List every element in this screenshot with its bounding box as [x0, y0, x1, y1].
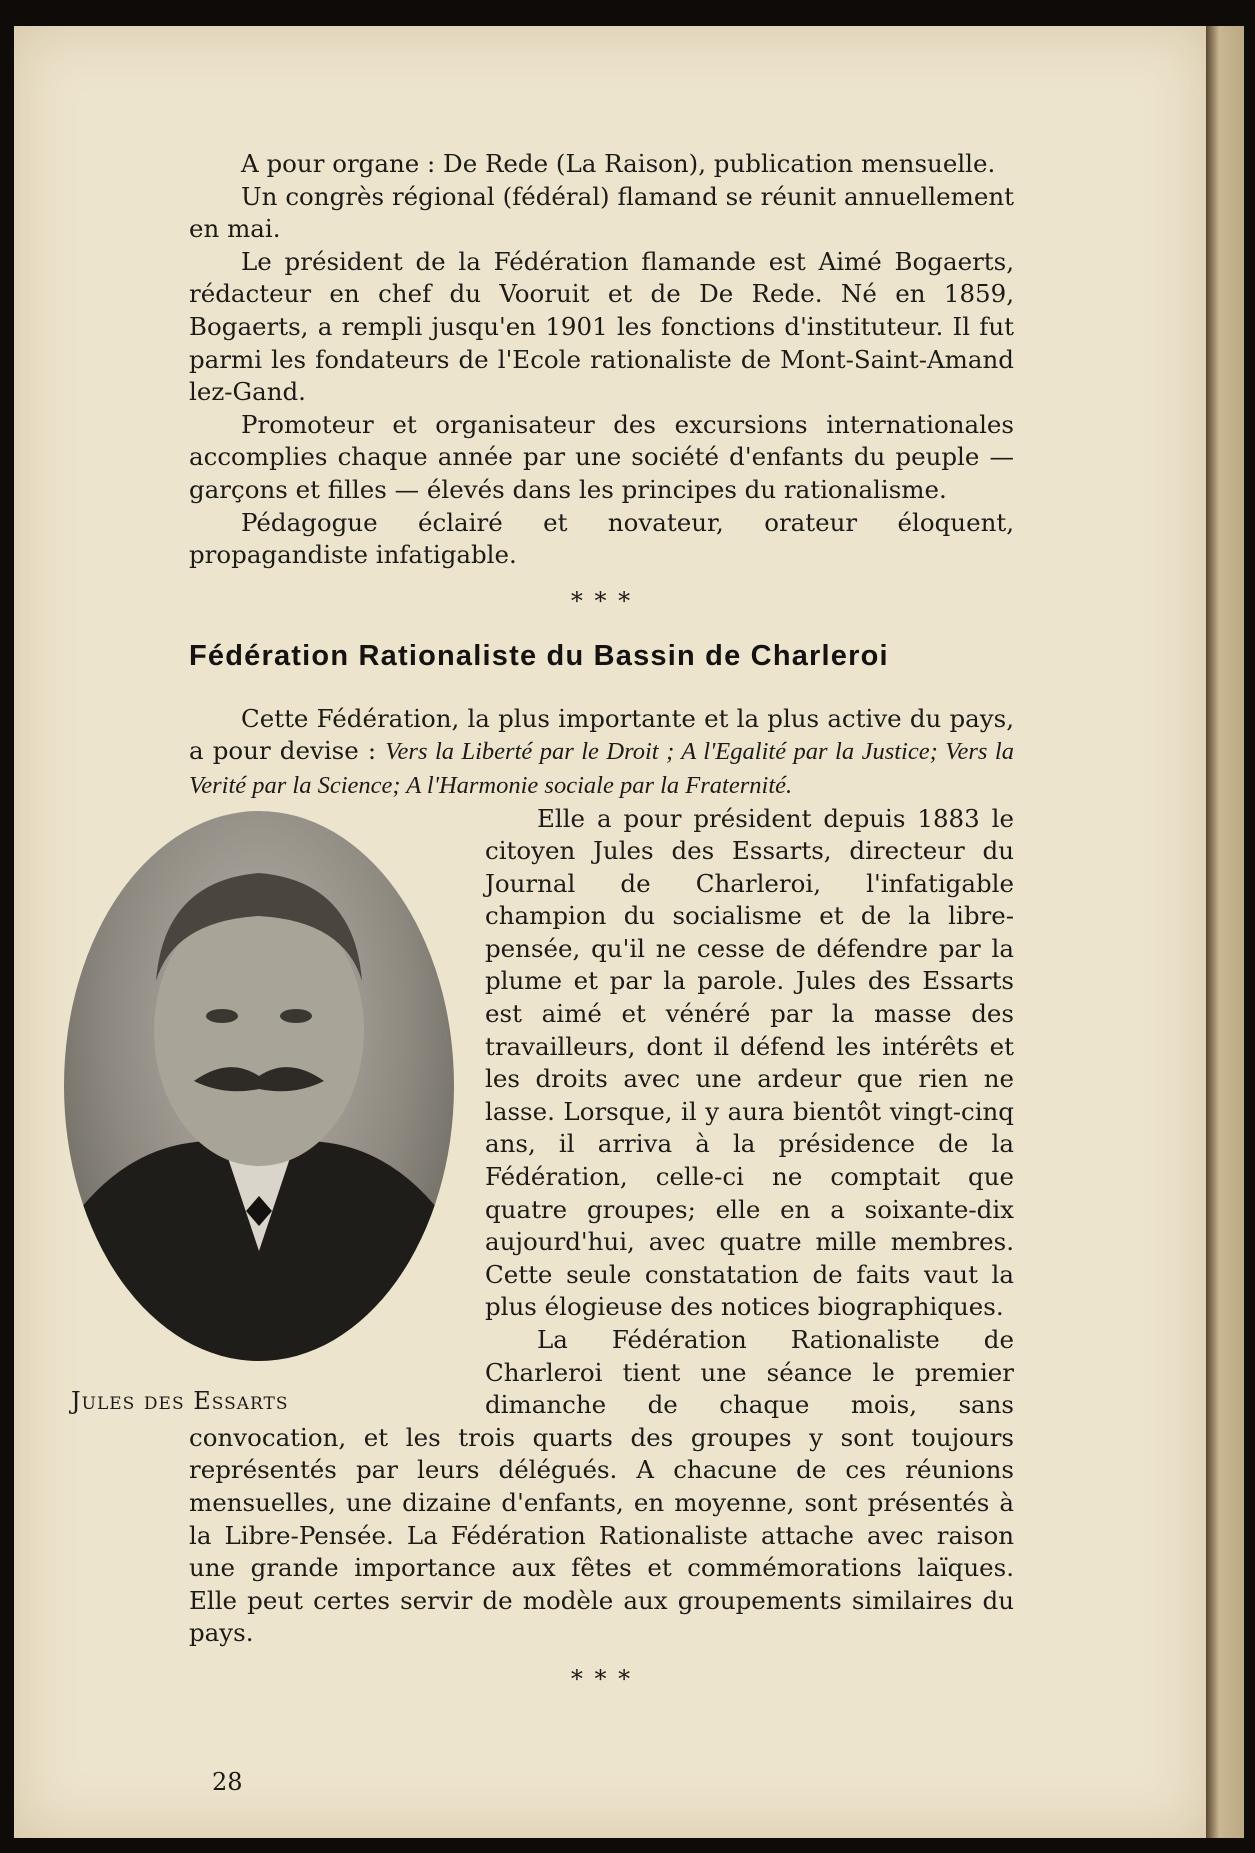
paragraph-president: Elle a pour président depuis 1883 le citoyen Jules des Essarts, directeur du Journal de Charleroi, l'infatigable champion du socialisme et de la libre-pensée, qu'il ne cesse de défendre par la plume et par la parole. Jules des Essarts est aimé et vénéré par la masse des travailleurs, dont il défend les intérêts et les droits avec une ardeur que rien ne lasse. Lorsque, il y aura bientôt vingt-cinq ans, il arriva à la présidence de la Fédération, celle-ci ne comptait que quatre groupes; elle en a soixante-dix aujourd'hui, avec quatre mille membres. Cette seule constatation de faits vaut la plus élogieuse des notices biographiques. — [485, 803, 1014, 1322]
paragraph-bogaerts: Le président de la Fédération flamande est Aimé Bogaerts, rédacteur en chef du Vooruit et de De Rede. Né en 1859, Bogaerts, a rempli jusqu'en 1901 les fonctions d'instituteur. Il fut parmi les fondateurs de l'Ecole rationaliste de Mont-Saint-Amand lez-Gand. — [189, 246, 1014, 407]
portrait-figure — [59, 811, 459, 1415]
section-title: Fédération Rationaliste du Bassin de Charleroi — [189, 639, 889, 672]
intro-lead: Cette Fédération, la plus importante et la plus active du pays, a pour devise : — [189, 703, 1014, 766]
paragraph-organ: A pour organe : De Rede (La Raison), publication mensuelle. — [241, 149, 996, 178]
federation-motto: Vers la Liberté par le Droit ; A l'Egalité par la Justice; Vers la Verité par la Science; A l'Harmonie sociale par la Fraternité. — [189, 738, 1014, 799]
paragraph-pedagogue: Pédagogue éclairé et novateur, orateur éloquent, propagandiste infatigable. — [189, 507, 1014, 570]
paragraph-intro — [189, 703, 1014, 803]
portrait-illustration — [64, 811, 454, 1361]
paragraph-congress: Un congrès régional (fédéral) flamand se réunit annuellement en mai. — [189, 181, 1014, 244]
next-page-edge — [1206, 26, 1244, 1838]
section-separator-bottom: * * * — [570, 1664, 633, 1693]
paragraph-meetings: La Fédération Rationaliste de Charleroi tient une séance le premier dimanche de chaque mois, sans convocation, et les trois quarts des groupes y sont toujours représentés par leurs délégués. A chacune de ces réunions mensuelles, une dizaine d'enfants, en moyenne, sont présentés à la Libre-Pensée. La Fédération Rationaliste attache avec raison une grande importance aux fêtes et commémorations laïques. Elle peut certes servir de modèle aux groupements similaires du pays. — [189, 1325, 1014, 1648]
paragraph-excursions: Promoteur et organisateur des excursions internationales accomplies chaque année par une société d'enfants du peuple — garçons et filles — élevés dans les principes du rationalisme. — [189, 409, 1014, 504]
page-content — [71, 148, 1014, 1710]
portrait-caption: Jules des Essarts — [71, 1386, 289, 1415]
section-separator: * * * — [570, 586, 633, 615]
page-number: 28 — [212, 1768, 243, 1796]
portrait-photo — [64, 811, 454, 1361]
